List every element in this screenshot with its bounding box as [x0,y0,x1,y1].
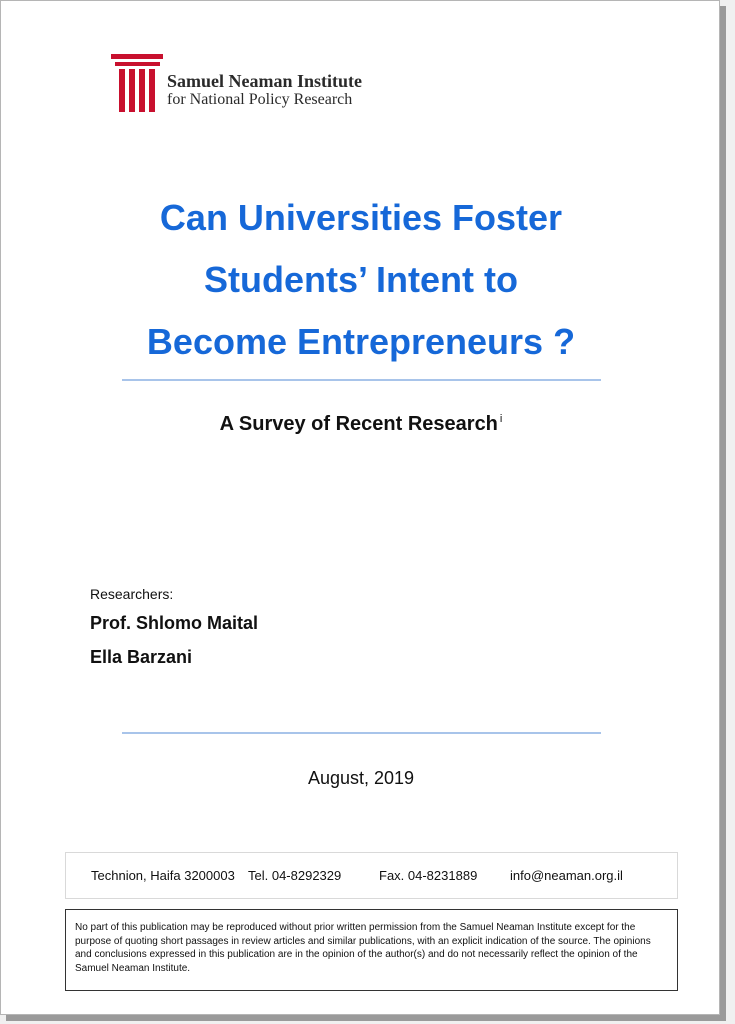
logo-text [167,71,362,109]
researchers-label: Researchers: [90,586,174,602]
disclaimer-box: No part of this publication may be reproduced without prior written permission from the Samuel Neaman Institute except for the purpose of quoting short passages in review articles and similar publications, with an explicit indication of the source. The opinions and conclusions expressed in this publication are in the opinion of the author(s) and do not necessarily reflect the opinion of the Samuel Neaman Institute. [65,909,678,991]
contact-fax: Fax. 04-8231889 [379,868,478,883]
researcher-name: Ella Barzani [90,647,193,667]
logo-line1: Samuel Neaman Institute [167,71,363,91]
subtitle [1,413,721,436]
page-shadow-right [720,6,726,1021]
contact-box [65,852,678,899]
researcher-name: Prof. Shlomo Maital [90,613,259,633]
contact-tel: Tel. 04-8292329 [248,868,342,883]
document-title [1,187,721,373]
contact-address: Technion, Haifa 3200003 [91,868,235,883]
pillar-logo-icon [109,54,169,116]
page-shadow-bottom [6,1015,726,1021]
date-divider [122,732,601,734]
logo-line2: for National Policy Research [167,91,353,108]
footnote-mark[interactable]: i [499,413,503,426]
subtitle-text: A Survey of Recent Research [219,413,498,435]
title-line1: Can Universities Foster [159,197,563,238]
title-line2: Students’ Intent to [204,259,518,300]
contact-email[interactable]: info@neaman.org.il [510,868,623,883]
title-divider [122,379,601,381]
institute-logo [109,54,389,116]
title-line3: Become Entrepreneurs ? [146,321,576,362]
publication-date: August, 2019 [307,768,415,788]
